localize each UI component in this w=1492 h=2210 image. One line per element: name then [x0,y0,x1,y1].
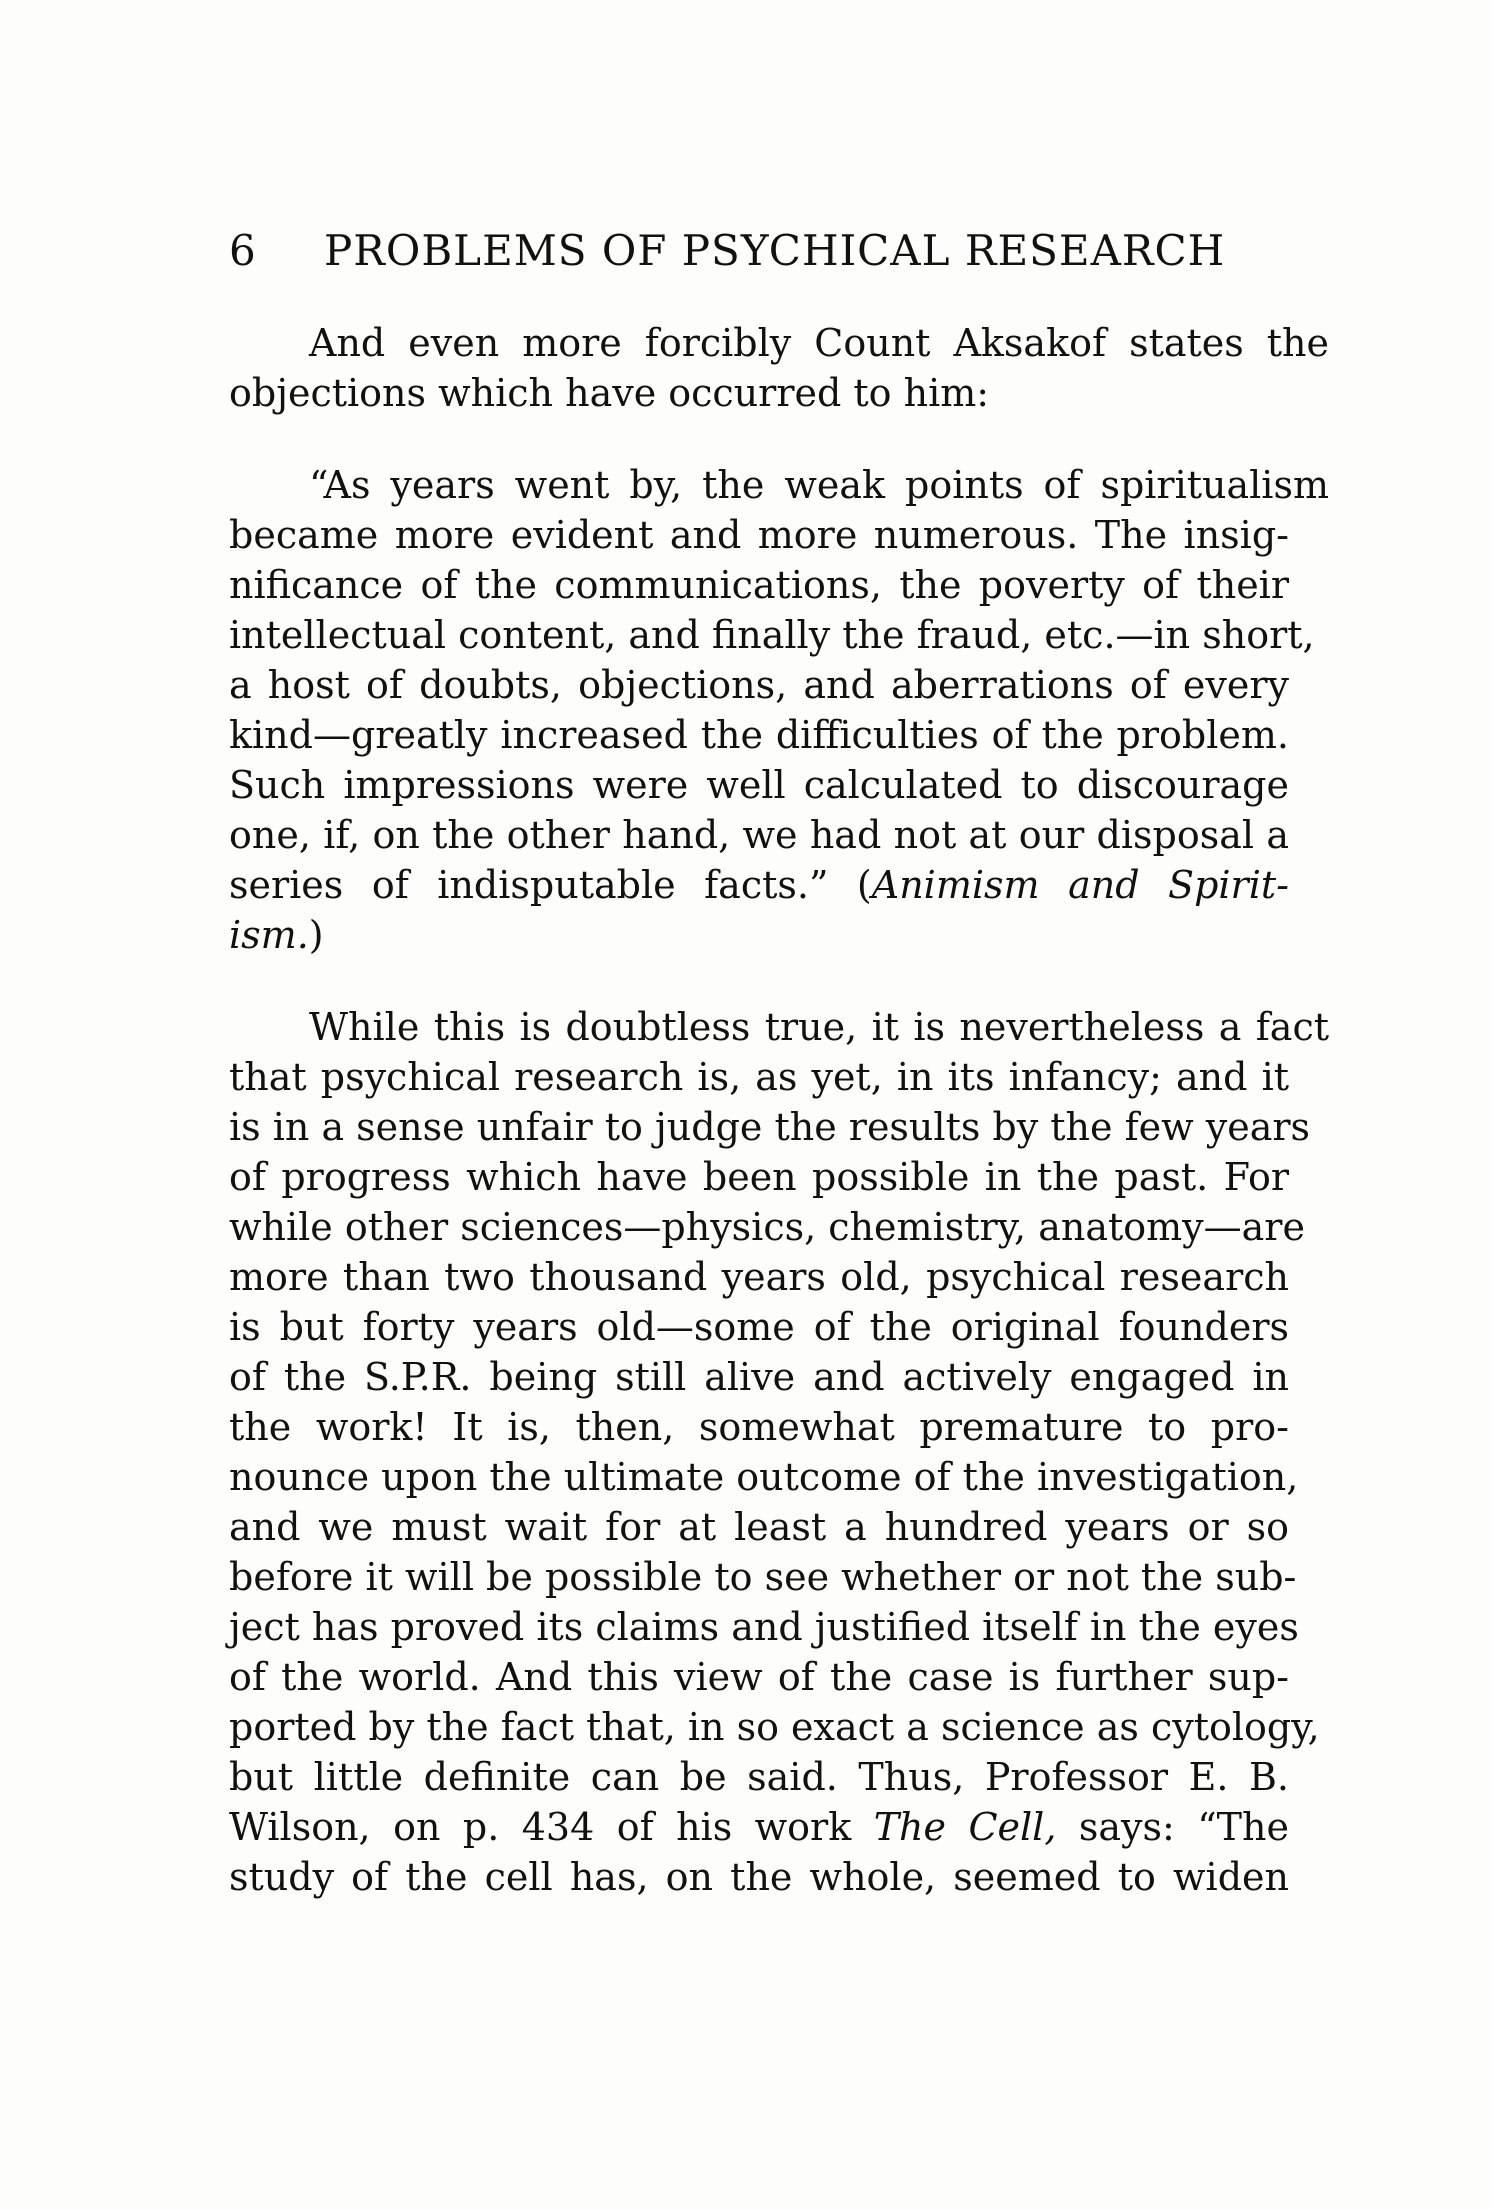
body-line: nounce upon the ultimate outcome of the investigation, [229,1455,1299,1499]
body-line: before it will be possible to see whether or not the sub- [229,1555,1297,1599]
quote-line: nificance of the communications, the poverty of their [229,563,1289,607]
running-title: PROBLEMS OF PSYCHICAL RESEARCH [324,226,1226,275]
citation: (Animism and Spirit- [856,863,1289,907]
page-number: 6 [229,226,257,275]
body-line: is in a sense unfair to judge the results by the few years [229,1105,1311,1149]
body-line: study of the cell has, on the whole, seemed to widen [229,1855,1289,1899]
body-line: the work! It is, then, somewhat premature to pro- [229,1405,1289,1449]
quote-line: kind—greatly increased the difficulties of the problem. [229,713,1289,757]
body-line-wilson: Wilson, on p. 434 of his work The Cell, says: “The [229,1805,1289,1849]
body-line: of progress which have been possible in the past. For [229,1155,1289,1199]
body-line: more than two thousand years old, psychical research [229,1255,1289,1299]
body-line: while other sciences—physics, chemistry, anatomy—are [229,1205,1305,1249]
intro-line: objections which have occurred to him: [229,371,990,415]
quote-end-text: series of indisputable facts.” [229,863,829,907]
intro-line: And even more forcibly Count Aksakof states the [309,321,1329,365]
body-line: and we must wait for at least a hundred years or so [229,1505,1289,1549]
quote-line: intellectual content, and finally the fraud, etc.—in short, [229,613,1315,657]
quote-line: Such impressions were well calculated to discourage [229,763,1289,807]
body-line: is but forty years old—some of the original founders [229,1305,1289,1349]
body-line: that psychical research is, as yet, in its infancy; and it [229,1055,1289,1099]
body-line: but little definite can be said. Thus, Professor E. B. [229,1755,1289,1799]
citation-title: Animism and Spirit- [871,863,1289,907]
body-line: ject has proved its claims and justified itself in the eyes [229,1605,1299,1649]
body-line: While this is doubtless true, it is nevertheless a fact [309,1005,1329,1049]
body-line: ported by the fact that, in so exact a science as cytology, [229,1705,1320,1749]
quote-line: “As years went by, the weak points of spiritualism [309,463,1329,507]
quote-line-citation [229,860,1289,910]
running-header [229,226,1289,275]
citation-title-end: ism. [229,913,309,957]
body-line: of the S.P.R. being still alive and actively engaged in [229,1355,1289,1399]
quote-line-citation-end: ism.) [229,913,324,957]
quote-line: a host of doubts, objections, and aberrations of every [229,663,1289,707]
body-line: of the world. And this view of the case is further sup- [229,1655,1289,1699]
quote-line: became more evident and more numerous. The insig- [229,513,1289,557]
book-title-the-cell: The Cell, [873,1805,1057,1849]
quote-line: one, if, on the other hand, we had not at our disposal a [229,813,1289,857]
